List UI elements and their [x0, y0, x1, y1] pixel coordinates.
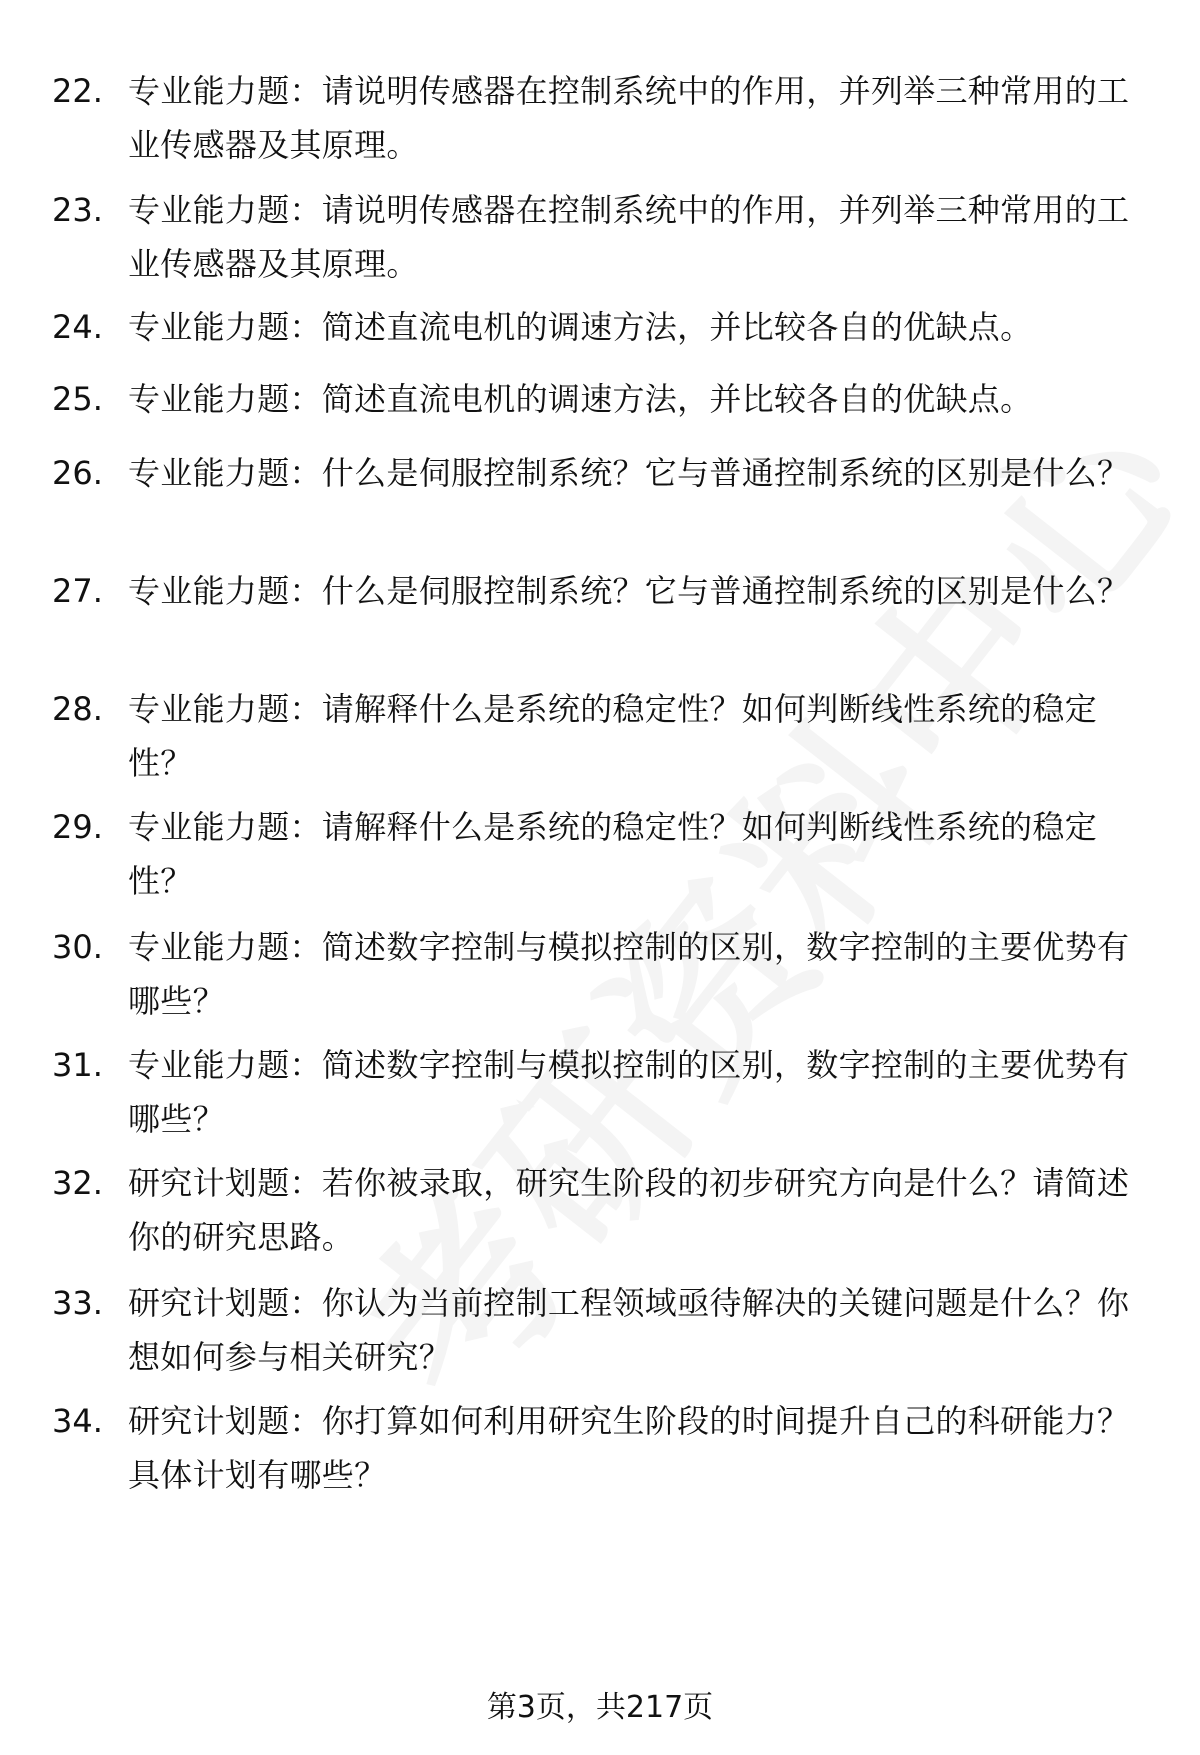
question-text: 专业能力题：请说明传感器在控制系统中的作用，并列举三种常用的工业传感器及其原理。 [128, 72, 1130, 164]
question-text: 专业能力题：请解释什么是系统的稳定性？如何判断线性系统的稳定性？ [128, 690, 1098, 782]
question-text: 专业能力题：简述直流电机的调速方法，并比较各自的优缺点。 [128, 308, 1033, 346]
question-text: 专业能力题：简述数字控制与模拟控制的区别，数字控制的主要优势有哪些？ [128, 928, 1130, 1020]
question-number: 32. [52, 1164, 103, 1202]
question-text: 专业能力题：简述数字控制与模拟控制的区别，数字控制的主要优势有哪些？ [128, 1046, 1130, 1138]
question-number: 34. [52, 1402, 103, 1440]
question-number: 22. [52, 72, 103, 110]
question-number: 28. [52, 690, 103, 728]
question-number: 23. [52, 191, 103, 229]
question-number: 29. [52, 808, 103, 846]
page-number: 第3页，共217页 [486, 1690, 714, 1725]
question-text: 研究计划题：你打算如何利用研究生阶段的时间提升自己的科研能力？具体计划有哪些？ [128, 1402, 1130, 1494]
question-text: 专业能力题：什么是伺服控制系统？它与普通控制系统的区别是什么？ [128, 454, 1130, 492]
question-text: 专业能力题：简述直流电机的调速方法，并比较各自的优缺点。 [128, 380, 1033, 418]
question-number: 26. [52, 454, 103, 492]
question-number: 33. [52, 1284, 103, 1322]
question-text: 研究计划题：若你被录取，研究生阶段的初步研究方向是什么？请简述你的研究思路。 [128, 1164, 1130, 1256]
question-number: 27. [52, 572, 103, 610]
question-text: 专业能力题：什么是伺服控制系统？它与普通控制系统的区别是什么？ [128, 572, 1130, 610]
question-text: 专业能力题：请解释什么是系统的稳定性？如何判断线性系统的稳定性？ [128, 808, 1098, 900]
question-text: 专业能力题：请说明传感器在控制系统中的作用，并列举三种常用的工业传感器及其原理。 [128, 191, 1130, 283]
question-number: 24. [52, 308, 103, 346]
question-text: 研究计划题：你认为当前控制工程领域亟待解决的关键问题是什么？你想如何参与相关研究？ [128, 1284, 1130, 1376]
question-number: 25. [52, 380, 103, 418]
question-number: 30. [52, 928, 103, 966]
question-number: 31. [52, 1046, 103, 1084]
